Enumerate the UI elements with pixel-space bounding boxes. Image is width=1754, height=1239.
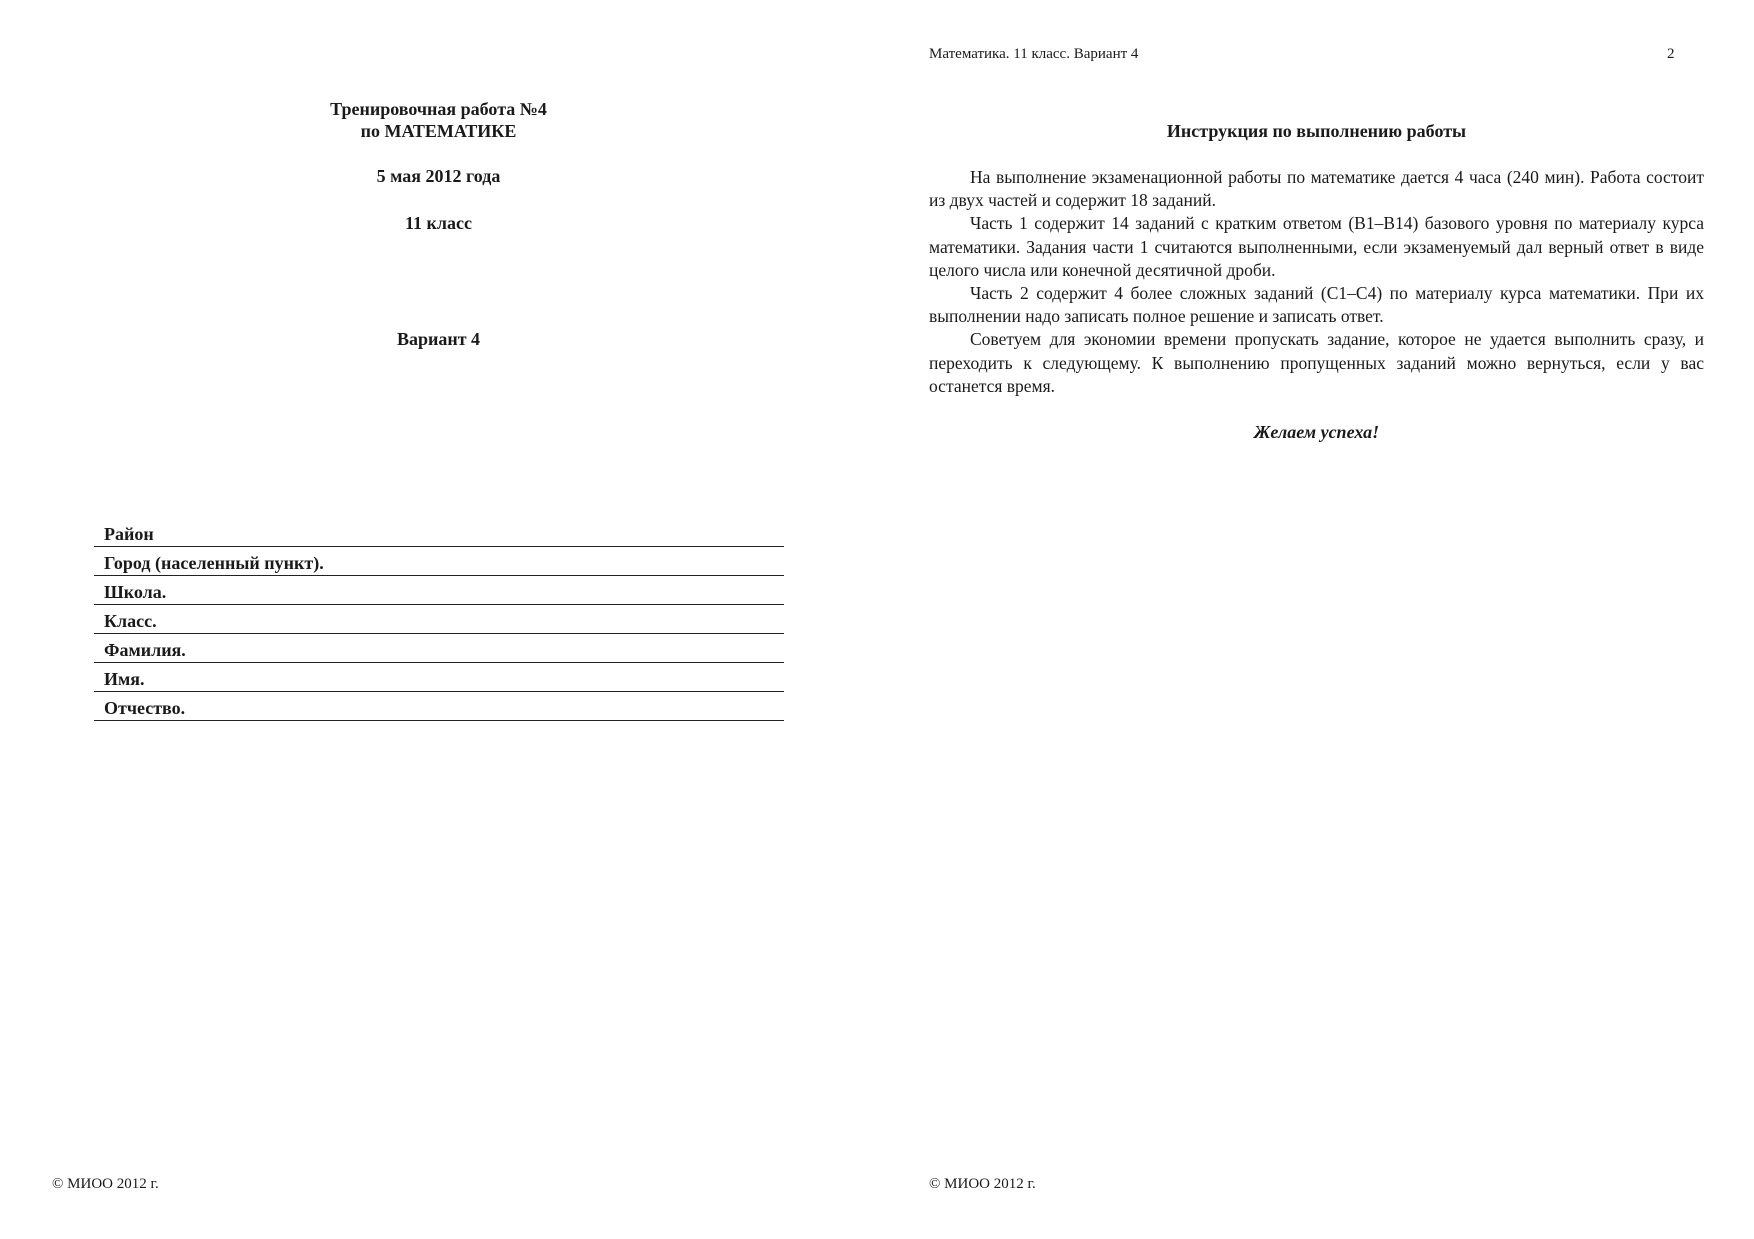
form-label: Школа. [104, 582, 167, 602]
form-row-class[interactable] [94, 605, 784, 634]
page-number: 2 [1667, 46, 1675, 62]
grade: 11 класс [405, 213, 472, 233]
title-line-1: Тренировочная работа №4 [330, 99, 547, 119]
work-title [0, 98, 877, 142]
student-info-form [94, 518, 784, 721]
form-label: Район [104, 524, 154, 544]
instructions-body [929, 166, 1704, 398]
variant: Вариант 4 [396, 329, 481, 349]
form-row-patronymic[interactable] [94, 692, 784, 721]
form-label: Имя. [104, 669, 145, 689]
running-header: Математика. 11 класс. Вариант 4 [929, 46, 1139, 62]
form-row-surname[interactable] [94, 634, 784, 663]
right-page [877, 0, 1754, 1239]
form-label: Фамилия. [104, 640, 186, 660]
instruction-paragraph: На выполнение экзаменационной работы по математике дается 4 часа (240 мин). Работа состоит из двух частей и содержит 18 заданий. [929, 167, 1704, 211]
instruction-paragraph: Часть 2 содержит 4 более сложных заданий (С1–С4) по материалу курса математики. При их выполнении надо записать полное решение и записать ответ. [929, 283, 1704, 327]
copyright-footer: © МИОО 2012 г. [929, 1176, 1036, 1192]
closing-wish: Желаем успеха! [1253, 422, 1380, 442]
form-row-city[interactable] [94, 547, 784, 576]
title-line-2: по МАТЕМАТИКЕ [360, 121, 517, 141]
instruction-paragraph: Советуем для экономии времени пропускать задание, которое не удается выполнить сразу, и переходить к следующему. К выполнению пропущенных заданий можно вернуться, если у вас останется время. [929, 329, 1704, 396]
form-label: Город (населенный пункт). [104, 553, 324, 573]
work-date: 5 мая 2012 года [376, 166, 501, 186]
form-row-district[interactable] [94, 518, 784, 547]
form-label: Класс. [104, 611, 157, 631]
instructions-title: Инструкция по выполнению работы [1166, 121, 1467, 141]
instruction-paragraph: Часть 1 содержит 14 заданий с кратким ответом (В1–В14) базового уровня по материалу курса математики. Задания части 1 считаются выполненными, если экзаменуемый дал верный ответ в виде целого числа или конечной десятичной дроби. [929, 213, 1704, 280]
form-row-school[interactable] [94, 576, 784, 605]
copyright-footer: © МИОО 2012 г. [52, 1176, 159, 1192]
form-row-name[interactable] [94, 663, 784, 692]
form-label: Отчество. [104, 698, 186, 718]
